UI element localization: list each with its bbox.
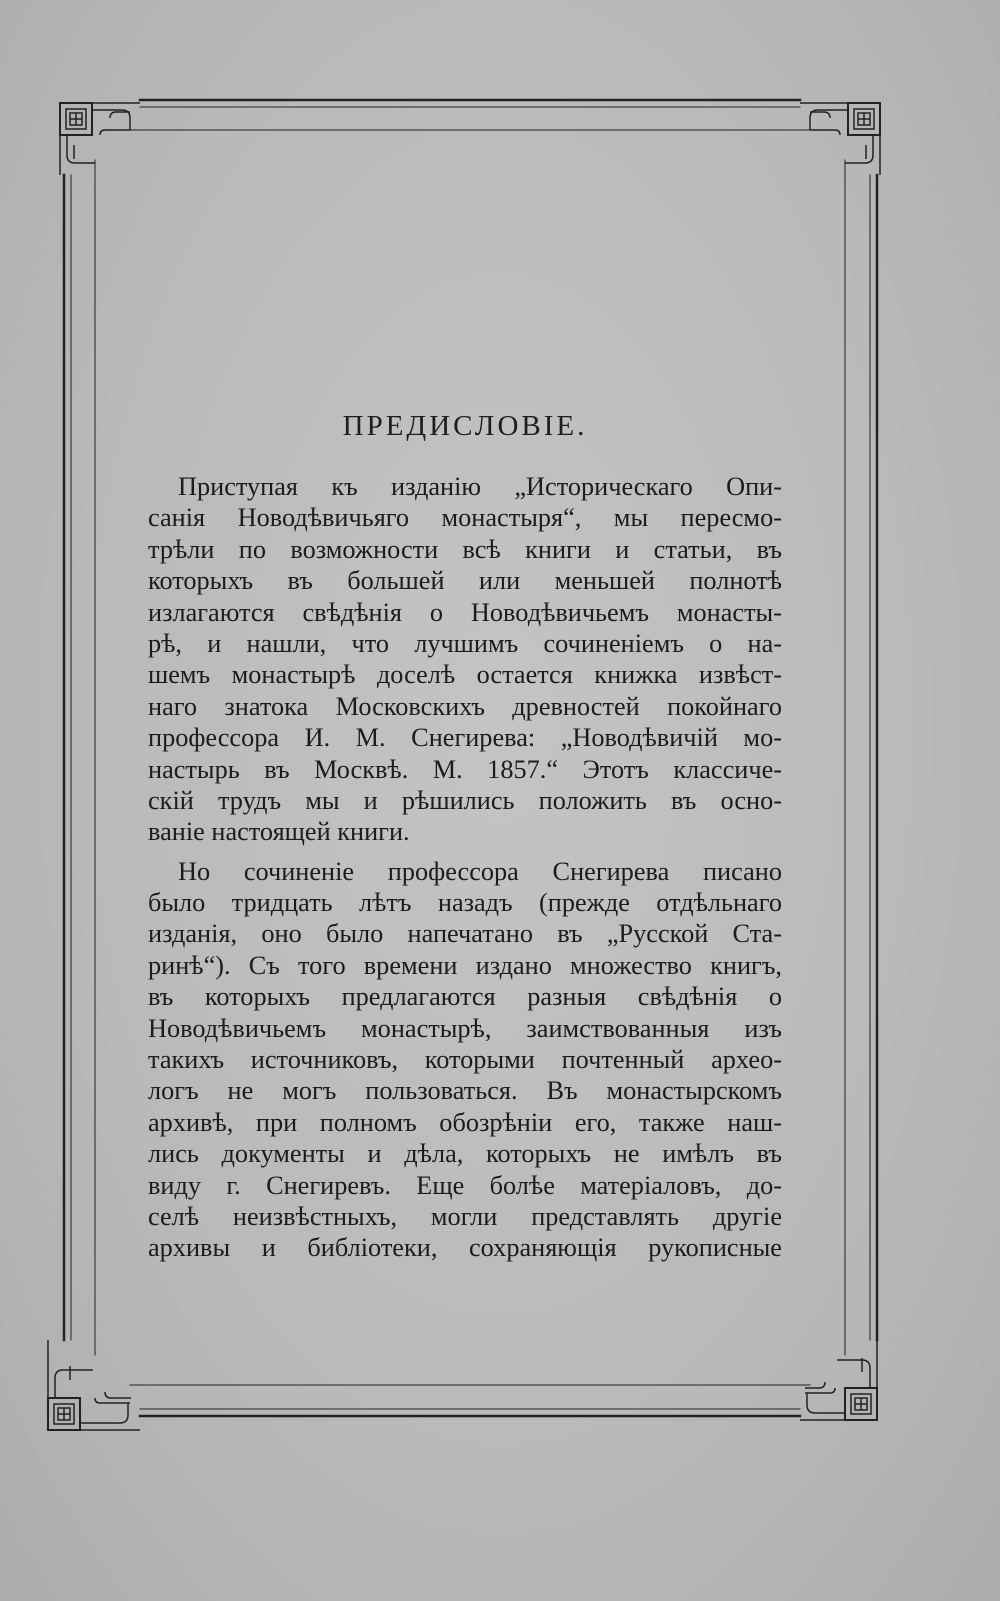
text-line: виду г. Снегиревъ. Еще болѣе матеріаловъ, до- xyxy=(148,1170,782,1200)
text-line: такихъ источниковъ, которыми почтенный археo- xyxy=(148,1045,782,1075)
text-line: лись документы и дѣла, которыхъ не имѣлъ въ xyxy=(148,1139,782,1169)
paragraph-2 xyxy=(148,856,782,1264)
text-line: профессора И. М. Снегирева: „Новодѣвичій мо- xyxy=(148,723,782,753)
text-line: шемъ монастырѣ доселѣ остается книжка извѣст- xyxy=(148,660,782,690)
text-line: скій трудъ мы и рѣшились положить въ осно- xyxy=(148,785,782,815)
ornamental-corner-icon xyxy=(48,1340,140,1430)
text-line: ваніе настоящей книги. xyxy=(148,817,410,847)
text-line: ринѣ“). Съ того времени издано множество книгъ, xyxy=(148,950,782,980)
text-line: рѣ, и нашли, что лучшимъ сочиненіемъ о на- xyxy=(148,628,782,658)
text-line: наго знатока Московскихъ древностей покойнаго xyxy=(148,691,782,721)
paragraph-1 xyxy=(148,471,782,848)
text-line: Приступая къ изданію „Историческаго Опи- xyxy=(178,472,782,501)
text-line: которыхъ въ большей или меньшей полнотѣ xyxy=(148,566,782,596)
ornamental-corner-icon xyxy=(60,103,140,175)
text-line: настырь въ Москвѣ. М. 1857.“ Этотъ классиче- xyxy=(148,754,782,784)
page-title: ПРЕДИСЛОВІЕ. xyxy=(342,410,588,442)
text-line: архивы и библіотеки, сохраняющія рукописные xyxy=(148,1233,782,1263)
text-line: было тридцать лѣтъ назадъ (прежде отдѣльнаго xyxy=(148,888,782,918)
text-line: трѣли по возможности всѣ книги и статьи, въ xyxy=(148,534,782,564)
text-line: селѣ неизвѣстныхъ, могли представлять другіе xyxy=(148,1201,782,1231)
text-line: Новодѣвичьемъ монастырѣ, заимствованныя изъ xyxy=(148,1013,782,1043)
text-line: Но сочиненіе профессора Снегирева писано xyxy=(178,856,782,886)
text-line: въ которыхъ предлагаются разныя свѣдѣнія о xyxy=(148,982,782,1012)
ornamental-corner-icon xyxy=(800,103,880,175)
text-line: санія Новодѣвичьяго монастыря“, мы пересмо- xyxy=(148,503,782,533)
text-line: логъ не могъ пользоваться. Въ монастырскомъ xyxy=(148,1076,782,1106)
ornamental-corner-icon xyxy=(800,1340,877,1420)
text-line: архивѣ, при полномъ обозрѣніи его, также наш- xyxy=(148,1107,782,1137)
text-line: излагаются свѣдѣнія о Новодѣвичьемъ монасты- xyxy=(148,597,782,627)
text-line: изданія, оно было напечатано въ „Русской Ста- xyxy=(148,919,782,949)
main-text xyxy=(148,410,782,1264)
